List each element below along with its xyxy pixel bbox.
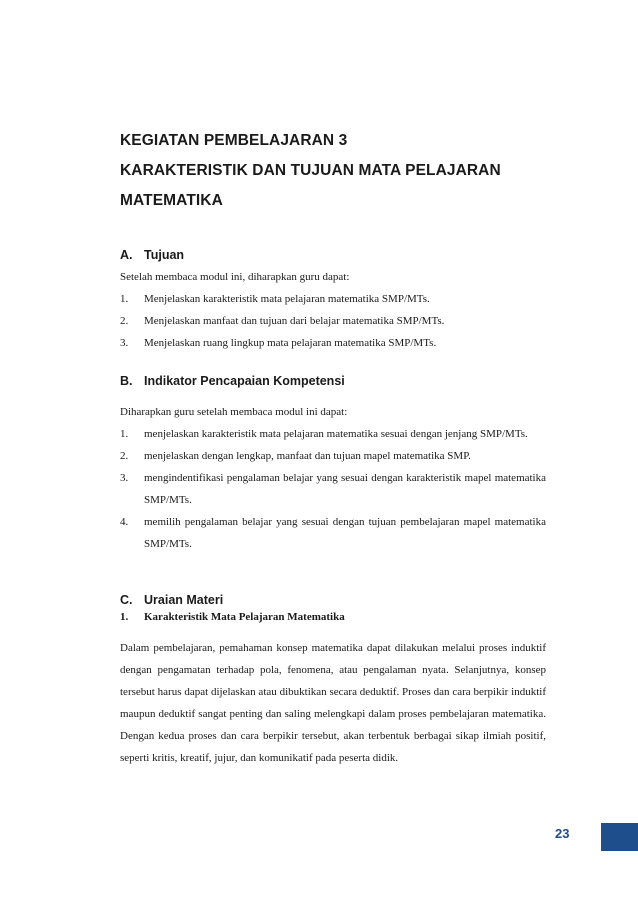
page-number: 23 xyxy=(555,826,570,841)
list-number: 3. xyxy=(120,337,129,349)
corner-accent-block xyxy=(601,823,638,851)
title-line-2: KARAKTERISTIK DAN TUJUAN MATA PELAJARAN xyxy=(120,162,501,179)
title-line-3: MATEMATIKA xyxy=(120,192,223,209)
section-c-heading xyxy=(120,593,223,607)
list-item xyxy=(120,511,546,555)
list-text: memilih pengalaman belajar yang sesuai dengan tujuan pembelajaran mapel matematika SMP/MTs. xyxy=(144,516,546,550)
section-a-list xyxy=(120,288,546,354)
list-item xyxy=(120,310,546,332)
subsection-number: 1. xyxy=(120,611,129,623)
section-c-title: Uraian Materi xyxy=(144,593,224,607)
list-number: 4. xyxy=(120,516,129,528)
title-line-1: KEGIATAN PEMBELAJARAN 3 xyxy=(120,132,348,149)
section-a-intro: Setelah membaca modul ini, diharapkan guru dapat: xyxy=(120,271,350,283)
list-number: 2. xyxy=(120,315,129,327)
list-item xyxy=(120,332,546,354)
section-a-number: A. xyxy=(120,248,133,262)
list-item xyxy=(120,445,546,467)
list-text: Menjelaskan ruang lingkup mata pelajaran matematika SMP/MTs. xyxy=(144,337,437,349)
body-paragraph: Dalam pembelajaran, pemahaman konsep matematika dapat dilakukan melalui proses induktif dengan pengamatan terhadap pola, fenomena, atau pengalaman nyata. Selanjutnya, konsep tersebut harus dapat dijelaskan atau dibuktikan secara deduktif. Proses dan cara berpikir induktif maupun deduktif sangat penting dan saling melengkapi dalam proses pembelajaran matematika. Dengan kedua proses dan cara berpikir tersebut, akan terbentuk berbagai sikap ilmiah positif, seperti kritis, kreatif, jujur, dan komunikatif pada peserta didik. xyxy=(120,642,546,764)
section-b-heading xyxy=(120,374,345,388)
list-item xyxy=(120,423,546,445)
section-b-intro: Diharapkan guru setelah membaca modul ini dapat: xyxy=(120,406,348,418)
list-number: 1. xyxy=(120,428,129,440)
list-item xyxy=(120,288,546,310)
list-text: Menjelaskan karakteristik mata pelajaran matematika SMP/MTs. xyxy=(144,293,430,305)
list-text: menjelaskan dengan lengkap, manfaat dan tujuan mapel matematika SMP. xyxy=(144,450,471,462)
list-number: 2. xyxy=(120,450,129,462)
list-text: Menjelaskan manfaat dan tujuan dari belajar matematika SMP/MTs. xyxy=(144,315,445,327)
section-c-number: C. xyxy=(120,593,133,607)
list-number: 1. xyxy=(120,293,129,305)
subsection-heading xyxy=(120,611,345,623)
section-b-list xyxy=(120,423,546,555)
page-title xyxy=(120,126,550,216)
list-text: mengindentifikasi pengalaman belajar yang sesuai dengan karakteristik mapel matematika SMP/MTs. xyxy=(144,472,546,506)
subsection-title: Karakteristik Mata Pelajaran Matematika xyxy=(144,611,345,623)
section-a-title: Tujuan xyxy=(144,248,185,262)
section-a-heading xyxy=(120,248,184,262)
list-number: 3. xyxy=(120,472,129,484)
section-b-number: B. xyxy=(120,374,133,388)
list-item xyxy=(120,467,546,511)
list-text: menjelaskan karakteristik mata pelajaran matematika sesuai dengan jenjang SMP/MTs. xyxy=(144,428,528,440)
section-b-title: Indikator Pencapaian Kompetensi xyxy=(144,374,345,388)
